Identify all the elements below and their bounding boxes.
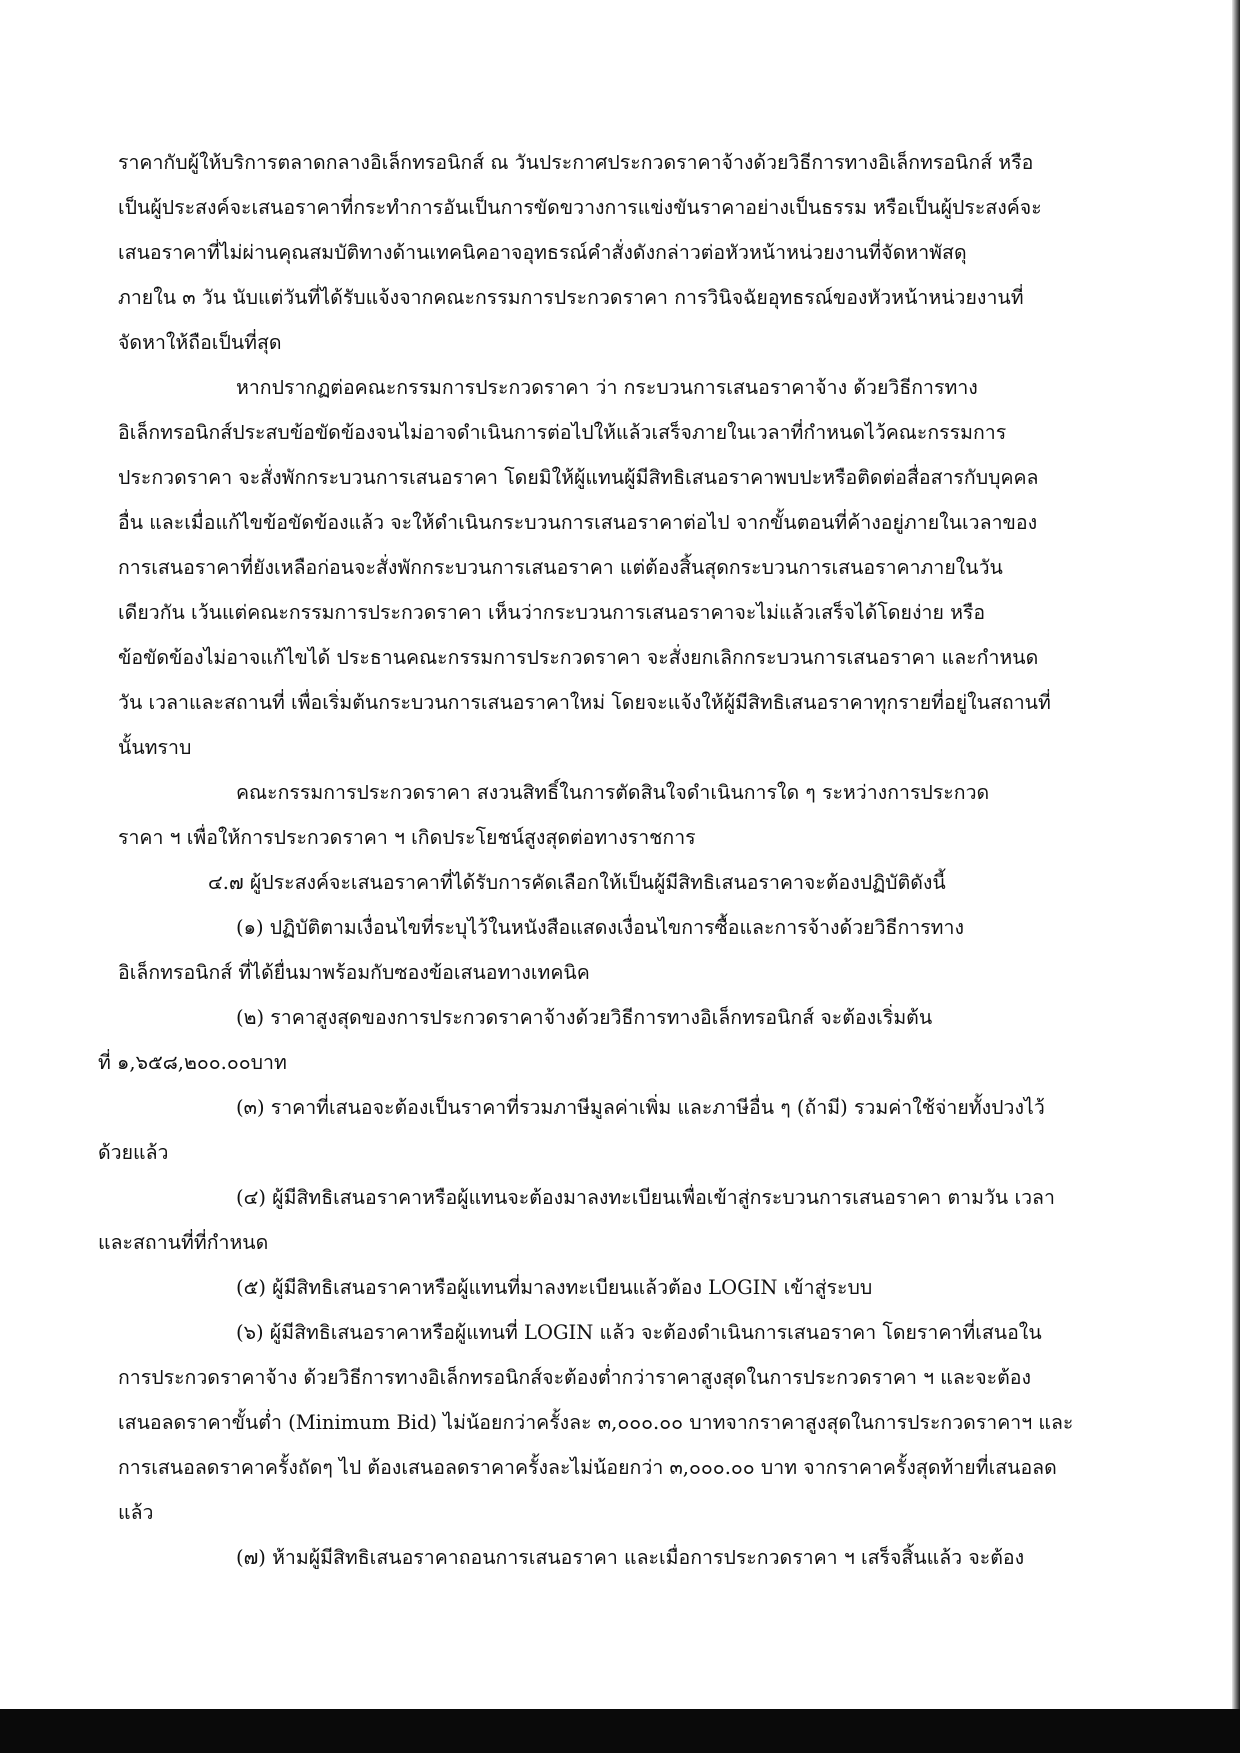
text-line: อิเล็กทรอนิกส์ประสบข้อขัดข้องจนไม่อาจดำเนินการต่อไปให้แล้วเสร็จภายในเวลาที่กำหนดไว้คณะกรรมการ (118, 421, 1007, 444)
list-item: (๗) ห้ามผู้มีสิทธิเสนอราคาถอนการเสนอราคา และเมื่อการประกวดราคา ฯ เสร็จสิ้นแล้ว จะต้อง (236, 1546, 1025, 1569)
scan-edge-bottom (0, 1709, 1240, 1753)
text-line: นั้นทราบ (118, 736, 192, 759)
section-heading: ๔.๗ ผู้ประสงค์จะเสนอราคาที่ได้รับการคัดเลือกให้เป็นผู้มีสิทธิเสนอราคาจะต้องปฏิบัติดังนี้ (208, 871, 946, 894)
text-line: การประกวดราคาจ้าง ด้วยวิธีการทางอิเล็กทรอนิกส์จะต้องต่ำกว่าราคาสูงสุดในการประกวดราคา ฯ และจะต้อง (118, 1366, 1032, 1389)
text-line: จัดหาให้ถือเป็นที่สุด (118, 331, 282, 354)
text-line: วัน เวลาและสถานที่ เพื่อเริ่มต้นกระบวนการเสนอราคาใหม่ โดยจะแจ้งให้ผู้มีสิทธิเสนอราคาทุกรายที่อยู่ในสถานที่ (118, 691, 1051, 714)
text-line: อื่น และเมื่อแก้ไขข้อขัดข้องแล้ว จะให้ดำเนินกระบวนการเสนอราคาต่อไป จากขั้นตอนที่ค้างอยู่ภายในเวลาของ (118, 511, 1038, 534)
text-line: ด้วยแล้ว (98, 1141, 169, 1164)
list-item: (๔) ผู้มีสิทธิเสนอราคาหรือผู้แทนจะต้องมาลงทะเบียนเพื่อเข้าสู่กระบวนการเสนอราคา ตามวัน เวลา (236, 1186, 1055, 1209)
text-line: แล้ว (118, 1501, 154, 1524)
text-line: เสนอราคาที่ไม่ผ่านคุณสมบัติทางด้านเทคนิคอาจอุทธรณ์คำสั่งดังกล่าวต่อหัวหน้าหน่วยงานที่จัดหาพัสดุ (118, 241, 967, 264)
list-item: (๒) ราคาสูงสุดของการประกวดราคาจ้างด้วยวิธีการทางอิเล็กทรอนิกส์ จะต้องเริ่มต้น (236, 1006, 933, 1029)
text-line: ประกวดราคา จะสั่งพักกระบวนการเสนอราคา โดยมิให้ผู้แทนผู้มีสิทธิเสนอราคาพบปะหรือติดต่อสื่อสารกับบุคคล (118, 466, 1039, 489)
text-line: หากปรากฏต่อคณะกรรมการประกวดราคา ว่า กระบวนการเสนอราคาจ้าง ด้วยวิธีการทาง (236, 376, 978, 399)
text-line: อิเล็กทรอนิกส์ ที่ได้ยื่นมาพร้อมกับซองข้อเสนอทางเทคนิค (118, 961, 590, 984)
text-line: เป็นผู้ประสงค์จะเสนอราคาที่กระทำการอันเป็นการขัดขวางการแข่งขันราคาอย่างเป็นธรรม หรือเป็นผู้ประสงค์จะ (118, 196, 1042, 219)
list-item: (๕) ผู้มีสิทธิเสนอราคาหรือผู้แทนที่มาลงทะเบียนแล้วต้อง LOGIN เข้าสู่ระบบ (236, 1276, 873, 1299)
scan-edge-right (1232, 0, 1240, 1710)
text-line: และสถานที่ที่กำหนด (98, 1231, 269, 1254)
text-line: ข้อขัดข้องไม่อาจแก้ไขได้ ประธานคณะกรรมการประกวดราคา จะสั่งยกเลิกกระบวนการเสนอราคา และกำหนด (118, 646, 1039, 669)
list-item: (๑) ปฏิบัติตามเงื่อนไขที่ระบุไว้ในหนังสือแสดงเงื่อนไขการซื้อและการจ้างด้วยวิธีการทาง (236, 916, 965, 939)
text-line: ราคา ฯ เพื่อให้การประกวดราคา ฯ เกิดประโยชน์สูงสุดต่อทางราชการ (118, 826, 696, 849)
document-body (98, 140, 1118, 1580)
list-item: (๓) ราคาที่เสนอจะต้องเป็นราคาที่รวมภาษีมูลค่าเพิ่ม และภาษีอื่น ๆ (ถ้ามี) รวมค่าใช้จ่ายทั้งปวงไว้ (236, 1096, 1045, 1119)
text-line: ที่ ๑,๖๕๘,๒๐๐.๐๐บาท (98, 1051, 287, 1074)
text-line: คณะกรรมการประกวดราคา สงวนสิทธิ์ในการตัดสินใจดำเนินการใด ๆ ระหว่างการประกวด (236, 781, 990, 804)
text-line: การเสนอราคาที่ยังเหลือก่อนจะสั่งพักกระบวนการเสนอราคา แต่ต้องสิ้นสุดกระบวนการเสนอราคาภายในวัน (118, 556, 1003, 579)
list-item: (๖) ผู้มีสิทธิเสนอราคาหรือผู้แทนที่ LOGIN แล้ว จะต้องดำเนินการเสนอราคา โดยราคาที่เสนอใน (236, 1321, 1042, 1344)
text-line: เสนอลดราคาขั้นต่ำ (Minimum Bid) ไม่น้อยกว่าครั้งละ ๓,๐๐๐.๐๐ บาทจากราคาสูงสุดในการประกวดราคาฯ และ (118, 1411, 1074, 1434)
text-line: ภายใน ๓ วัน นับแต่วันที่ได้รับแจ้งจากคณะกรรมการประกวดราคา การวินิจฉัยอุทธรณ์ของหัวหน้าหน่วยงานที่ (118, 286, 1024, 309)
text-line: เดียวกัน เว้นแต่คณะกรรมการประกวดราคา เห็นว่ากระบวนการเสนอราคาจะไม่แล้วเสร็จได้โดยง่าย หรือ (118, 601, 986, 624)
text-line: การเสนอลดราคาครั้งถัดๆ ไป ต้องเสนอลดราคาครั้งละไม่น้อยกว่า ๓,๐๐๐.๐๐ บาท จากราคาครั้งสุดท้ายที่เสนอลด (118, 1456, 1057, 1479)
text-line: ราคากับผู้ให้บริการตลาดกลางอิเล็กทรอนิกส์ ณ วันประกาศประกวดราคาจ้างด้วยวิธีการทางอิเล็กทรอนิกส์ หรือ (118, 151, 1034, 174)
